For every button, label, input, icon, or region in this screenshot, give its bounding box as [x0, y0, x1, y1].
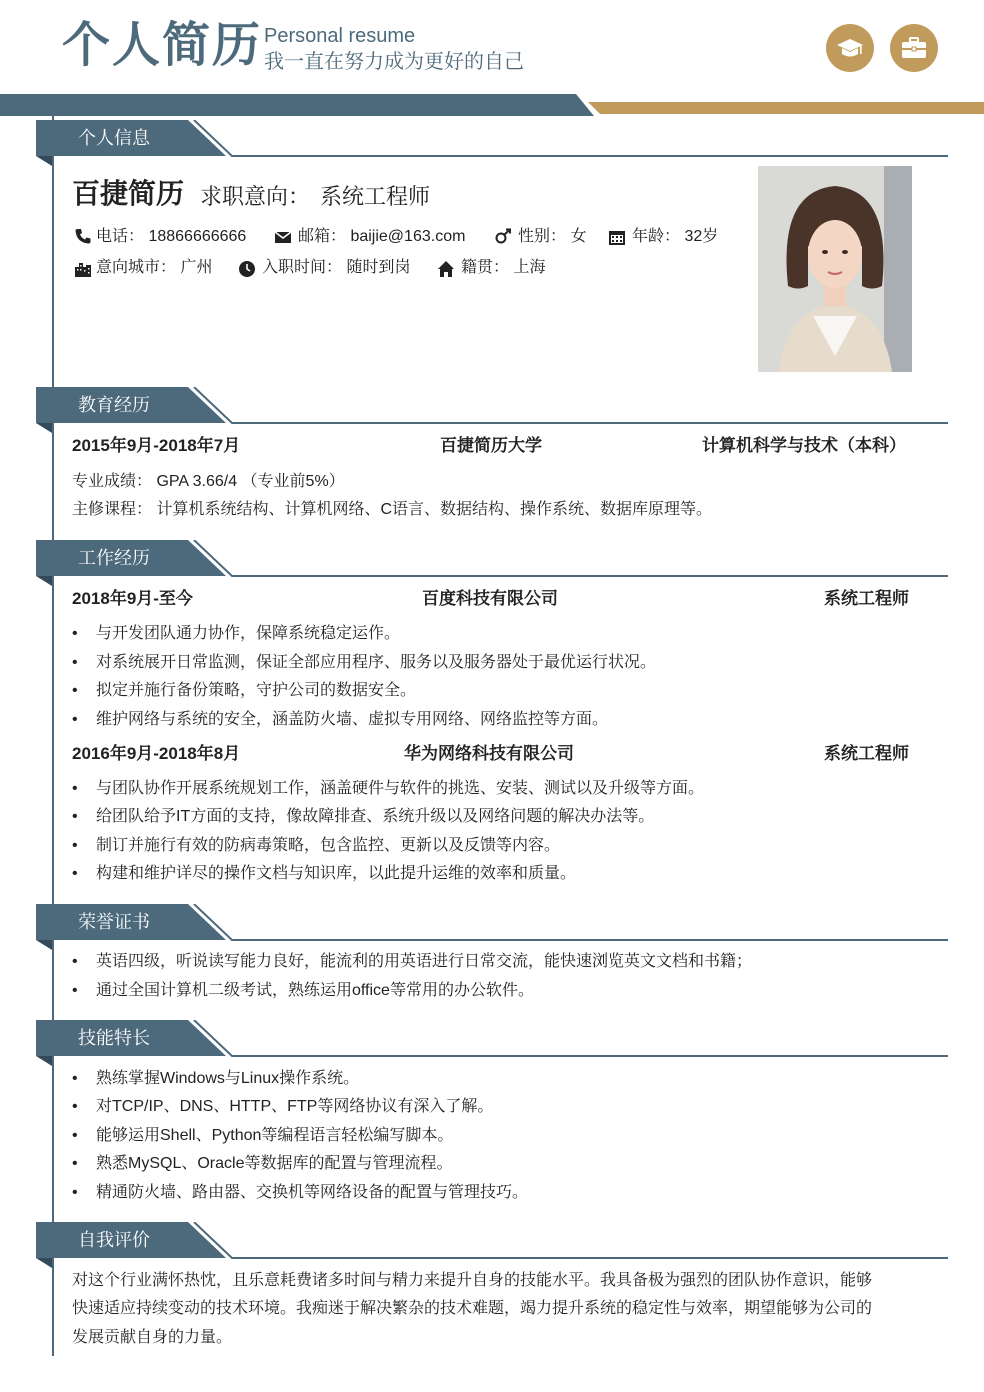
- work-period: 2016年9月-2018年8月: [72, 744, 241, 763]
- calendar-icon: [608, 228, 626, 246]
- section-title: 个人信息: [78, 128, 150, 148]
- work-role: 系统工程师: [824, 589, 909, 608]
- header-band: [0, 94, 984, 116]
- job-intent-label: 求职意向：: [200, 184, 311, 209]
- self-eval-line: 对这个行业满怀热忱，且乐意耗费诸多时间与精力来提升自身的技能水平。我具备极为强烈的团队协作意识，能够: [72, 1272, 873, 1289]
- edu-school: 百捷简历大学: [440, 436, 542, 455]
- phone: 电话： 18866666666: [96, 228, 247, 245]
- section-title: 自我评价: [78, 1230, 150, 1250]
- phone-icon: [74, 228, 92, 246]
- email: 邮箱： baijie@163.com: [298, 228, 466, 245]
- resume-title: 个人简历: [62, 19, 263, 72]
- section-header-work: [36, 540, 948, 580]
- edu-courses: 主修课程： 计算机系统结构、计算机网络、C语言、数据结构、操作系统、数据库原理等。: [72, 501, 713, 518]
- section-title: 技能特长: [78, 1028, 150, 1048]
- work-role: 系统工程师: [824, 744, 909, 763]
- gender-icon: [494, 228, 512, 246]
- edu-gpa: 专业成绩： GPA 3.66/4 （专业前5%）: [72, 473, 345, 490]
- section-title: 荣誉证书: [78, 912, 150, 932]
- self-eval-line: 快速适应持续变动的技术环境。我痴迷于解决繁杂的技术难题，竭力提升系统的稳定性与效率，期望能够为公司的: [72, 1300, 873, 1317]
- work-period: 2018年9月-至今: [72, 589, 193, 608]
- profile-photo: [758, 166, 912, 372]
- resume-subtitle: Personal resume: [264, 25, 416, 47]
- section-header-education: [36, 387, 948, 427]
- start-date: 入职时间： 随时到岗: [262, 259, 411, 276]
- gender: 性别： 女: [518, 228, 587, 245]
- section-header-skills: [36, 1020, 948, 1060]
- resume-slogan: 我一直在努力成为更好的自己: [264, 51, 524, 73]
- age: 年龄： 32岁: [632, 228, 719, 245]
- email-icon: [274, 228, 292, 246]
- edu-period: 2015年9月-2018年7月: [72, 436, 241, 455]
- work-company: 百度科技有限公司: [422, 589, 558, 608]
- candidate-name: 百捷简历: [72, 178, 185, 209]
- city-icon: [74, 260, 92, 278]
- work-company: 华为网络科技有限公司: [404, 744, 574, 763]
- job-intent-value: 系统工程师: [320, 184, 431, 209]
- section-header-personal: [36, 120, 948, 160]
- timeline-line: [52, 116, 54, 1356]
- native-place: 籍贯： 上海: [461, 259, 546, 276]
- section-header-self: [36, 1222, 948, 1262]
- graduation-cap-icon: [826, 24, 874, 72]
- target-city: 意向城市： 广州: [96, 259, 213, 276]
- section-title: 教育经历: [78, 395, 150, 415]
- briefcase-icon: [890, 24, 938, 72]
- edu-major: 计算机科学与技术（本科）: [702, 436, 906, 455]
- home-icon: [437, 260, 455, 278]
- section-header-honors: [36, 904, 948, 944]
- section-title: 工作经历: [78, 548, 150, 568]
- clock-icon: [238, 260, 256, 278]
- self-eval-line: 发展贡献自身的力量。: [72, 1329, 233, 1346]
